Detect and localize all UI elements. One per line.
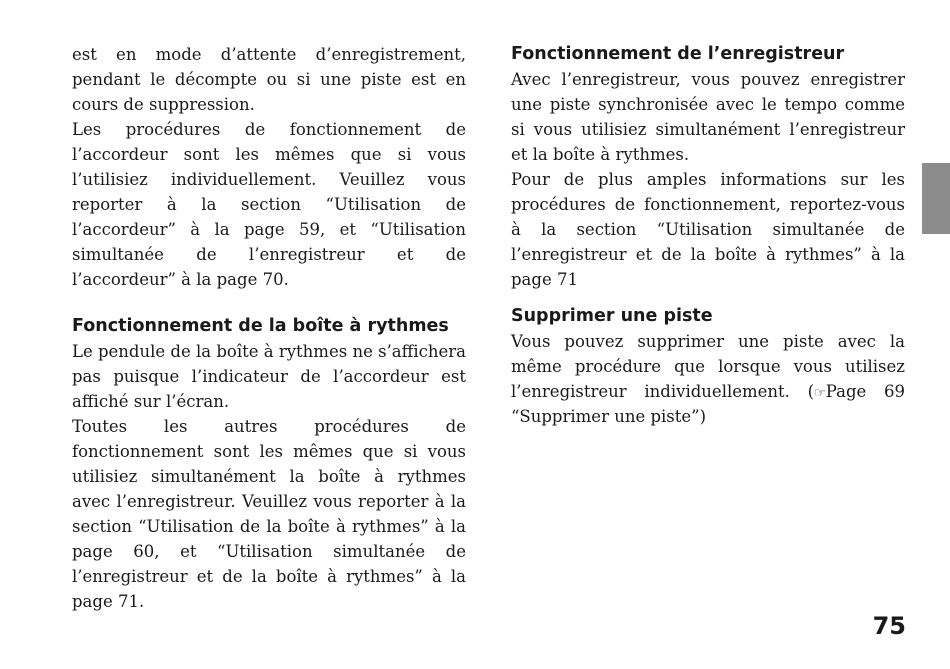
pointing-hand-icon: ☞ — [814, 386, 826, 401]
recorder-section-heading: Fonctionnement de l’enregistreur — [511, 44, 845, 64]
recorder-paragraph-2: Pour de plus amples informations sur les procédures de fonctionnement, reportez-vous à la section “Utilisation simultanée de l’enregistreur et de la boîte à rythmes” à la page 71 — [511, 170, 905, 289]
rhythm-section-heading: Fonctionnement de la boîte à rythmes — [72, 316, 449, 336]
delete-paragraph — [511, 329, 905, 429]
recorder-paragraph-1: Avec l’enregistreur, vous pouvez enregistrer une piste synchronisée avec le tempo comme si vous utilisiez simultanément l’enregistreur et la boîte à rythmes. — [511, 70, 905, 164]
rhythm-paragraph-1: Le pendule de la boîte à rythmes ne s’affichera pas puisque l’indicateur de l’accordeur est affiché sur l’écran. — [72, 342, 466, 411]
page-reference-link: Page 69 “Supprimer une piste”) — [511, 382, 905, 426]
right-column — [511, 42, 905, 429]
intro-paragraph-1: est en mode d’attente d’enregistrement, pendant le décompte ou si une piste est en cours de suppression. — [72, 45, 466, 114]
section-thumb-tab — [922, 163, 950, 234]
rhythm-paragraph-2: Toutes les autres procédures de fonctionnement sont les mêmes que si vous utilisiez simultanément la boîte à rythmes avec l’enregistreur. Veuillez vous reporter à la section “Utilisation de la boîte à rythmes” à la page 60, et “Utilisation simultanée de l’enregistreur et de la boîte à rythmes” à la page 71. — [72, 417, 466, 611]
intro-paragraph-2: Les procédures de fonctionnement de l’accordeur sont les mêmes que si vous l’utilisiez individuellement. Veuillez vous reporter à la section “Utilisation de l’accordeur” à la page 59, et “Utilisation simultanée de l’enregistreur et de l’accordeur” à la page 70. — [72, 120, 466, 289]
page-number: 75 — [872, 612, 906, 640]
delete-paragraph-text: Vous pouvez supprimer une piste avec la même procédure que lorsque vous utilisez l’enregistreur individuellement. ( — [511, 332, 905, 401]
delete-section-heading: Supprimer une piste — [511, 306, 713, 326]
left-column — [72, 42, 466, 614]
